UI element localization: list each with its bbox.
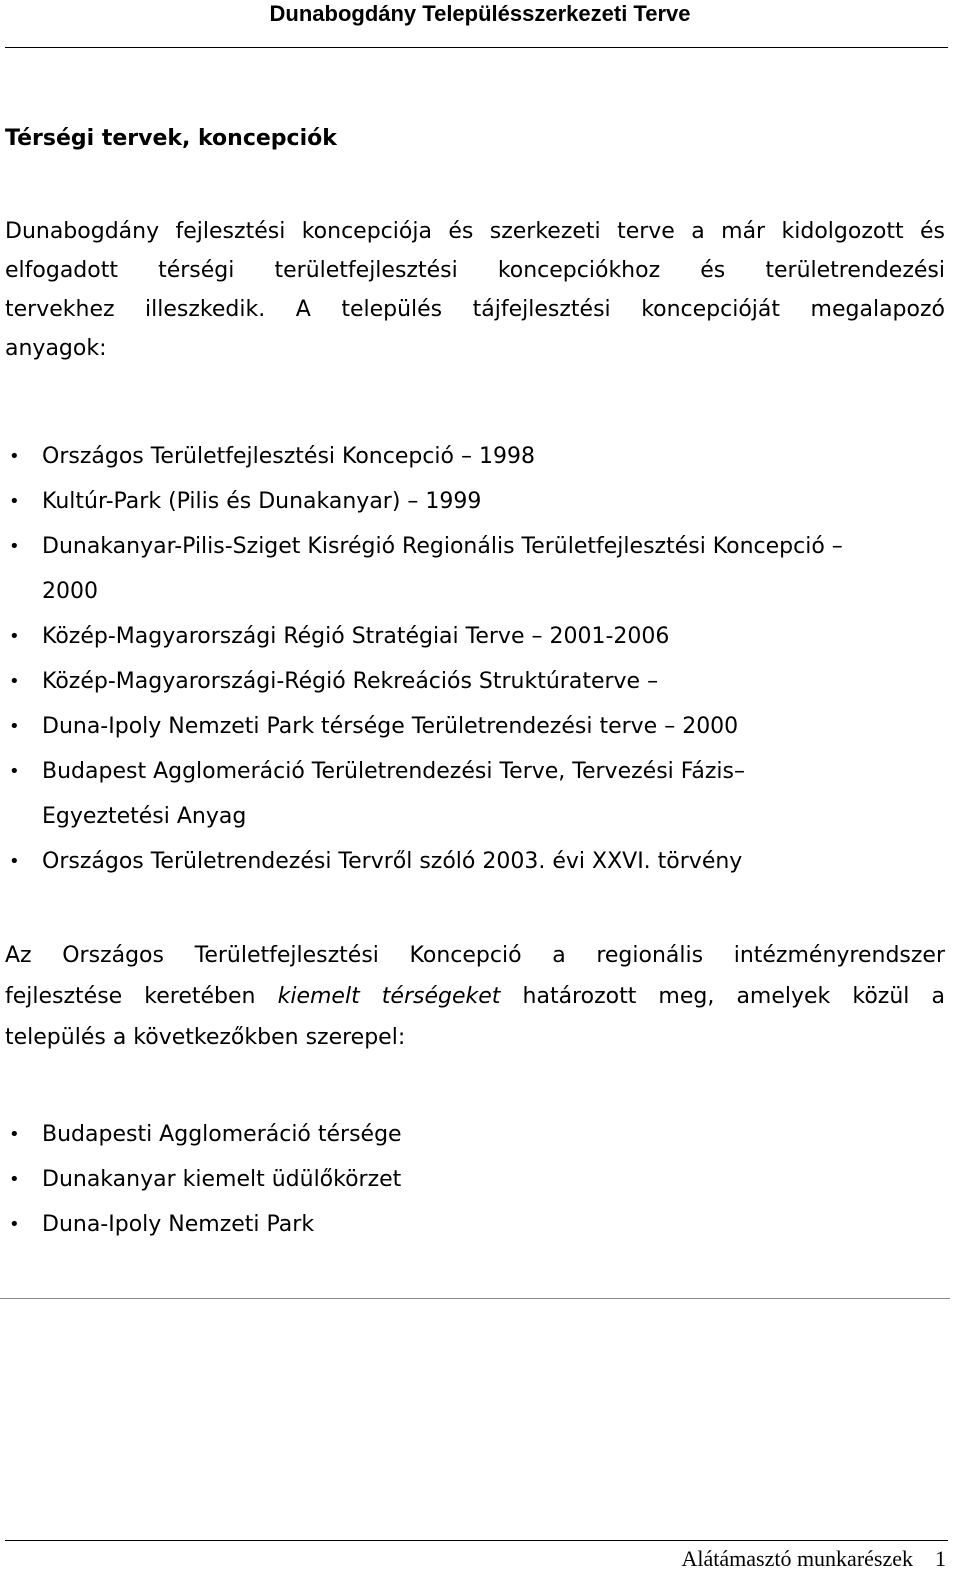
list-item: • Közép-Magyarországi Régió Stratégiai Terve – 2001-2006 [0, 614, 960, 659]
intro-line: anyagok: [5, 336, 107, 361]
bullet-icon: • [9, 626, 20, 647]
bullet-icon: • [9, 761, 20, 782]
list-item: • Országos Területrendezési Tervről szóló 2003. évi XXVI. törvény [0, 839, 960, 884]
section-heading: Térségi tervek, koncepciók [5, 126, 337, 151]
list-item: • Kultúr-Park (Pilis és Dunakanyar) – 1999 [0, 479, 960, 524]
list-item: • Dunakanyar-Pilis-Sziget Kisrégió Regionális Területfejlesztési Koncepció – 2000 [0, 524, 960, 614]
regions-list [0, 1112, 960, 1247]
paragraph-line: fejlesztése keretében kiemelt térségeket határozott meg, amelyek közül a [5, 984, 945, 1009]
bullet-icon: • [9, 536, 20, 557]
second-paragraph [5, 935, 945, 1058]
header-rule [5, 47, 948, 48]
list-item: • Budapest Agglomeráció Területrendezési Terve, Tervezési Fázis– Egyeztetési Anyag [0, 749, 960, 839]
bullet-icon: • [9, 1169, 20, 1190]
bullet-icon: • [9, 491, 20, 512]
list-item: • Duna-Ipoly Nemzeti Park [0, 1202, 960, 1247]
intro-paragraph [5, 212, 945, 368]
section-divider [0, 1298, 950, 1299]
page-header-title: Dunabogdány Településszerkezeti Terve [269, 1, 691, 26]
list-item: • Duna-Ipoly Nemzeti Park térsége Területrendezési terve – 2000 [0, 704, 960, 749]
bullet-icon: • [9, 1124, 20, 1145]
list-item: • Dunakanyar kiemelt üdülőkörzet [0, 1157, 960, 1202]
list-item: • Közép-Magyarországi-Régió Rekreációs Struktúraterve – [0, 659, 960, 704]
list-item: • Budapesti Agglomeráció térsége [0, 1112, 960, 1157]
bullet-icon: • [9, 671, 20, 692]
intro-line: tervekhez illeszkedik. A település tájfejlesztési koncepcióját megalapozó [5, 297, 945, 322]
bullet-icon: • [9, 716, 20, 737]
page-footer [681, 1544, 946, 1574]
bullet-icon: • [9, 446, 20, 467]
list-item: • Országos Területfejlesztési Koncepció – 1998 [0, 434, 960, 479]
bullet-icon: • [9, 851, 20, 872]
footer-rule [5, 1540, 948, 1541]
page-number: 1 [935, 1546, 946, 1571]
paragraph-line: település a következőkben szerepel: [5, 1025, 406, 1050]
emphasis-text: kiemelt térségeket [277, 984, 501, 1009]
planning-documents-list [0, 434, 960, 884]
intro-line: Dunabogdány fejlesztési koncepciója és szerkezeti terve a már kidolgozott és [5, 219, 945, 244]
bullet-icon: • [9, 1214, 20, 1235]
intro-line: elfogadott térségi területfejlesztési koncepciókhoz és területrendezési [5, 258, 945, 283]
paragraph-line: Az Országos Területfejlesztési Koncepció a regionális intézményrendszer [5, 943, 945, 968]
footer-label: Alátámasztó munkarészek [681, 1546, 913, 1571]
